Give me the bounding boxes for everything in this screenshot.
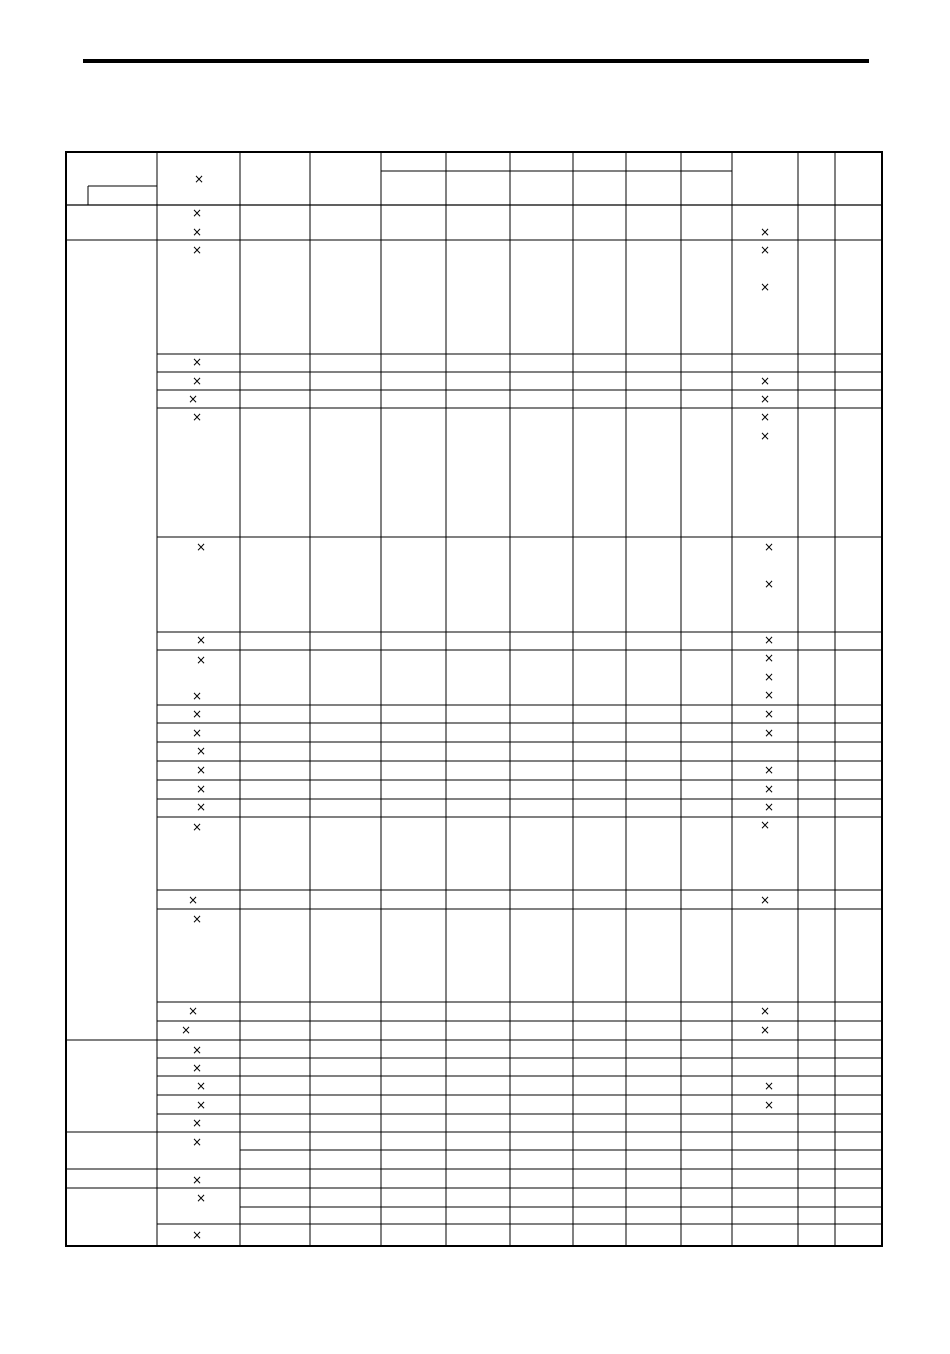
column-n-marker: × [763,707,775,721]
column-n-marker: × [763,651,775,665]
column-b-marker: × [191,1228,203,1242]
header-marker: × [193,172,205,186]
column-n-marker: × [763,1079,775,1093]
column-n-marker: × [759,243,771,257]
column-b-marker: × [191,1135,203,1149]
column-b-marker: × [191,726,203,740]
column-b-marker: × [191,912,203,926]
column-b-marker: × [191,243,203,257]
column-n-marker: × [763,670,775,684]
column-n-marker: × [759,280,771,294]
column-b-marker: × [187,1004,199,1018]
column-n-marker: × [763,1098,775,1112]
column-n-marker: × [763,688,775,702]
column-b-marker: × [191,820,203,834]
column-n-marker: × [763,540,775,554]
column-n-marker: × [763,800,775,814]
table-frame [66,152,882,1246]
column-b-marker: × [187,893,199,907]
column-b-marker: × [195,633,207,647]
column-n-marker: × [759,429,771,443]
column-n-marker: × [759,225,771,239]
column-b-marker: × [191,1173,203,1187]
column-n-marker: × [763,726,775,740]
column-b-marker: × [191,707,203,721]
column-b-marker: × [187,392,199,406]
column-n-marker: × [759,392,771,406]
column-n-marker: × [763,633,775,647]
column-b-marker: × [195,1098,207,1112]
column-n-marker: × [759,1023,771,1037]
column-b-marker: × [191,1116,203,1130]
column-b-marker: × [191,689,203,703]
column-b-marker: × [191,355,203,369]
column-b-marker: × [195,540,207,554]
column-b-marker: × [191,374,203,388]
column-b-marker: × [195,763,207,777]
column-b-marker: × [195,800,207,814]
column-b-marker: × [180,1023,192,1037]
column-n-marker: × [759,410,771,424]
column-n-marker: × [759,818,771,832]
column-b-marker: × [195,1191,207,1205]
column-n-marker: × [759,374,771,388]
column-n-marker: × [759,1004,771,1018]
column-b-marker: × [195,744,207,758]
column-b-marker: × [195,1079,207,1093]
column-b-marker: × [191,225,203,239]
column-b-marker: × [191,206,203,220]
column-b-marker: × [191,410,203,424]
column-n-marker: × [763,782,775,796]
column-b-marker: × [191,1061,203,1075]
column-n-marker: × [763,577,775,591]
column-n-marker: × [759,893,771,907]
column-b-marker: × [195,653,207,667]
column-b-marker: × [195,782,207,796]
column-n-marker: × [763,763,775,777]
column-b-marker: × [191,1043,203,1057]
